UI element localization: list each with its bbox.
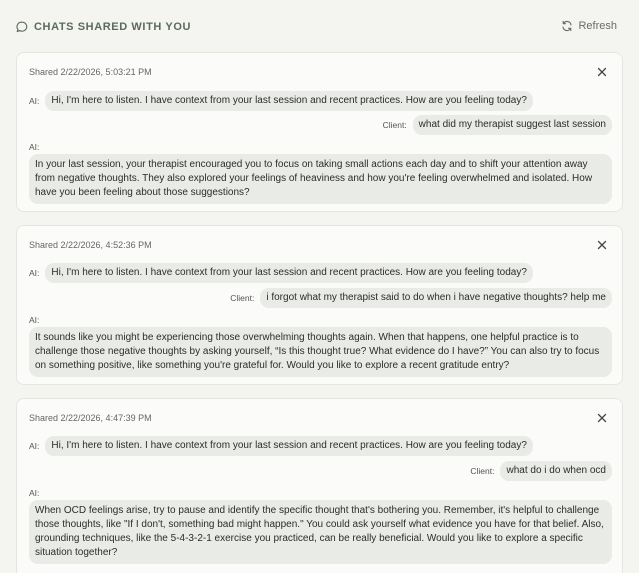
client-message bbox=[230, 288, 612, 308]
refresh-button[interactable] bbox=[561, 20, 617, 32]
ai-message bbox=[29, 91, 533, 111]
shared-chat-card bbox=[16, 398, 623, 573]
close-button[interactable] bbox=[596, 238, 608, 250]
shared-chat-card bbox=[16, 225, 623, 385]
client-label: Client: bbox=[382, 120, 407, 130]
close-icon bbox=[596, 66, 608, 78]
ai-label: AI: bbox=[29, 315, 40, 325]
shared-timestamp: Shared 2/22/2026, 4:52:36 PM bbox=[29, 240, 152, 250]
close-button[interactable] bbox=[596, 65, 608, 77]
ai-label: AI: bbox=[29, 441, 40, 451]
shared-timestamp: Shared 2/22/2026, 4:47:39 PM bbox=[29, 413, 152, 423]
ai-message-bubble: Hi, I'm here to listen. I have context from your last session and recent practices. How are you feeling today? bbox=[45, 263, 532, 283]
client-message-bubble: what do i do when ocd bbox=[500, 461, 612, 481]
shared-timestamp: Shared 2/22/2026, 5:03:21 PM bbox=[29, 67, 152, 77]
ai-response-bubble: When OCD feelings arise, try to pause and identify the specific thought that's bothering you. Remember, it's helpful to challenge those thoughts, like "If I don't, something bad might happen." You could ask yourself what evidence you have for that belief. Also, grounding techniques, like the 5-4-3-2-1 exercise you practiced, can be really beneficial. Would you like to explore a specific situation together? bbox=[29, 500, 612, 564]
client-message bbox=[470, 461, 612, 481]
ai-response-bubble: It sounds like you might be experiencing those overwhelming thoughts again. When that happens, one helpful practice is to challenge those negative thoughts by asking yourself, “Is this thought true? What evidence do I have?” You can also try to focus on something positive, like something you're grateful for. Would you like to explore a recent gratitude entry? bbox=[29, 327, 612, 377]
client-label: Client: bbox=[470, 466, 495, 476]
refresh-icon bbox=[561, 20, 573, 32]
chat-bubble-icon bbox=[16, 21, 28, 33]
client-message-bubble: i forgot what my therapist said to do when i have negative thoughts? help me bbox=[260, 288, 612, 308]
refresh-label: Refresh bbox=[578, 20, 617, 32]
ai-label: AI: bbox=[29, 488, 40, 498]
client-message-bubble: what did my therapist suggest last session bbox=[413, 115, 612, 135]
ai-response-bubble: In your last session, your therapist encouraged you to focus on taking small actions each day and to shift your attention away from negative thoughts. They also explored your feelings of heaviness and how you're feeling overwhelmed and isolated. How have you been feeling about those suggestions? bbox=[29, 154, 612, 204]
client-label: Client: bbox=[230, 293, 255, 303]
ai-message bbox=[29, 263, 533, 283]
page-title: CHATS SHARED WITH YOU bbox=[34, 21, 192, 33]
ai-message-bubble: Hi, I'm here to listen. I have context from your last session and recent practices. How are you feeling today? bbox=[45, 91, 532, 111]
close-icon bbox=[596, 239, 608, 251]
header-title-group bbox=[16, 21, 191, 33]
ai-label: AI: bbox=[29, 268, 40, 278]
close-button[interactable] bbox=[596, 411, 608, 423]
close-icon bbox=[596, 412, 608, 424]
shared-chat-card bbox=[16, 52, 623, 212]
ai-message bbox=[29, 436, 533, 456]
ai-label: AI: bbox=[29, 96, 40, 106]
client-message bbox=[383, 115, 612, 135]
header bbox=[0, 0, 639, 52]
ai-label: AI: bbox=[29, 142, 40, 152]
ai-message-bubble: Hi, I'm here to listen. I have context from your last session and recent practices. How are you feeling today? bbox=[45, 436, 532, 456]
